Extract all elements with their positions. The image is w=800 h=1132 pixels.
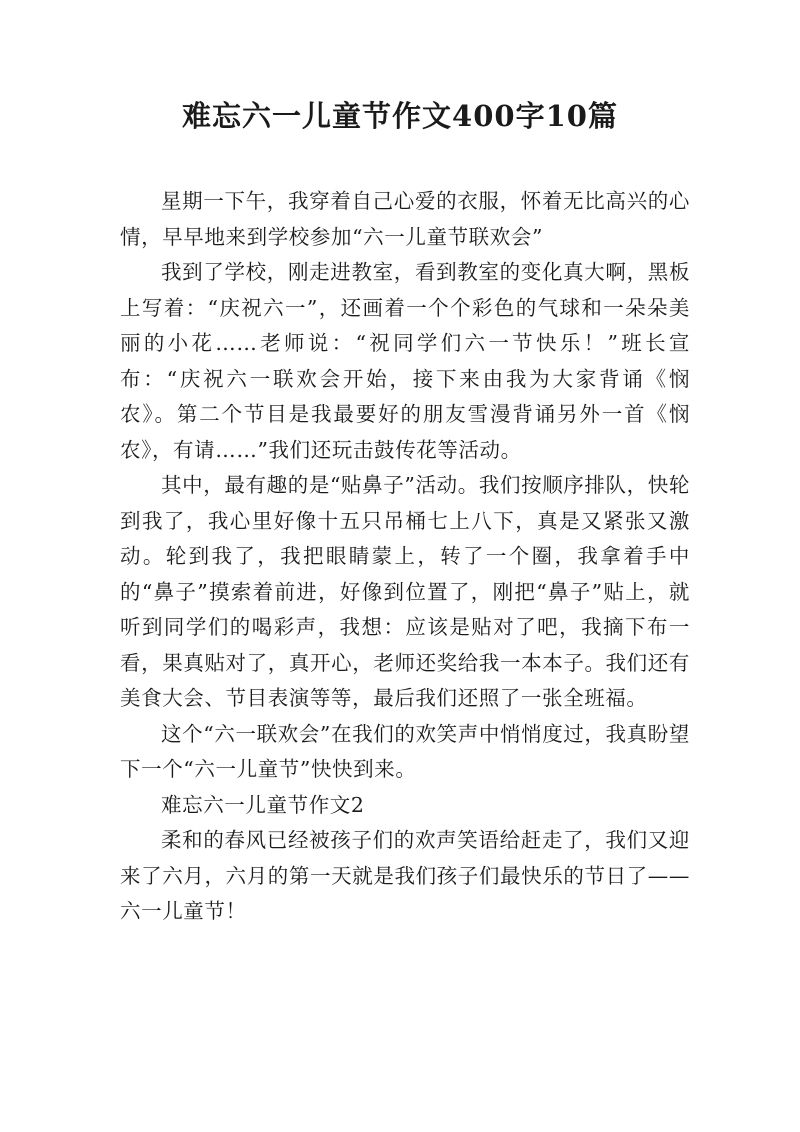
document-title: 难忘六一儿童节作文400字10篇 <box>182 99 618 133</box>
section-heading: 难忘六一儿童节作文2 <box>161 792 365 817</box>
paragraph: 其中，最有趣的是“贴鼻子”活动。我们按顺序排队，快轮到我了，我心里好像十五只吊桶七上八下，真是又紧张又激动。轮到我了，我把眼睛蒙上，转了一个圈，我拿着手中的“鼻子”摸索着前进，好像到位置了，刚把“鼻子”贴上，就听到同学们的喝彩声，我想：应该是贴对了吧，我摘下布一看，果真贴对了，真开心，老师还奖给我一本本子。我们还有美食大会、节目表演等等，最后我们还照了一张全班福。 <box>120 473 690 710</box>
paragraph: 星期一下午，我穿着自己心爱的衣服，怀着无比高兴的心情，早早地来到学校参加“六一儿童节联欢会” <box>120 189 690 249</box>
document-body <box>120 184 690 930</box>
paragraph: 我到了学校，刚走进教室，看到教室的变化真大啊，黑板上写着：“庆祝六一”，还画着一个个彩色的气球和一朵朵美丽的小花……老师说：“祝同学们六一节快乐！”班长宣布：“庆祝六一联欢会开始，接下来由我为大家背诵《悯农》。第二个节目是我最要好的朋友雪漫背诵另外一首《悯农》，有请……”我们还玩击鼓传花等活动。 <box>120 260 690 462</box>
paragraph: 柔和的春风已经被孩子们的欢声笑语给赶走了，我们又迎来了六月，六月的第一天就是我们孩子们最快乐的节日了——六一儿童节！ <box>120 828 690 923</box>
paragraph: 这个“六一联欢会”在我们的欢笑声中悄悄度过，我真盼望下一个“六一儿童节”快快到来。 <box>120 721 690 781</box>
